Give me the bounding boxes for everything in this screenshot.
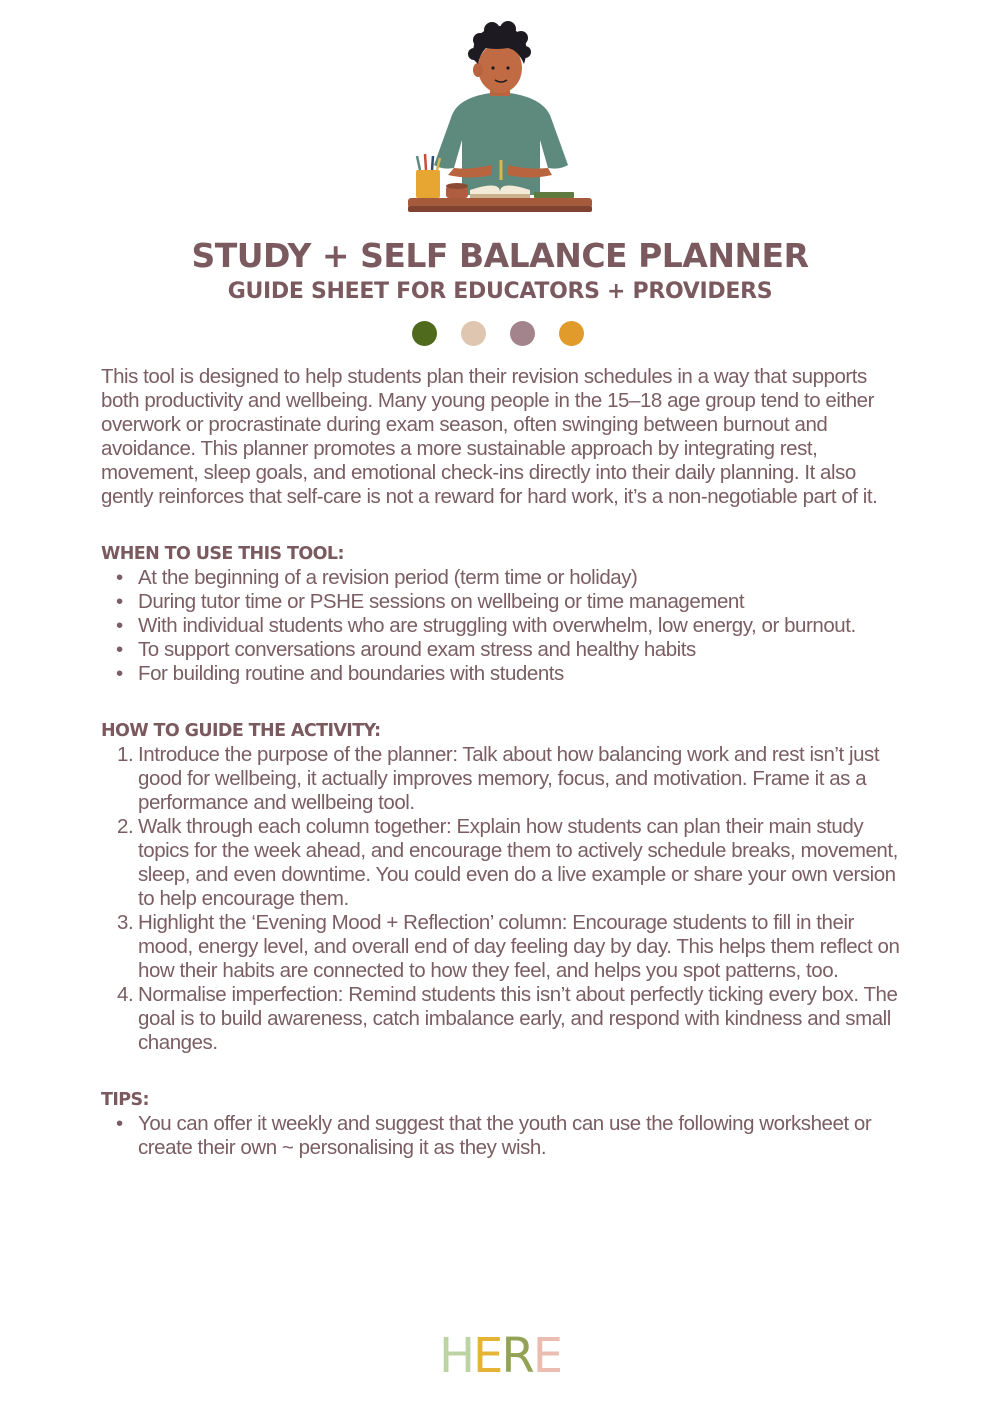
step-item: 2. Walk through each column together: Explain how students can plan their main study topics for the week ahead, and encourage them to actively schedule breaks, movement, sleep, and even downtime. You could even do a live example or share your own version to help encourage them. xyxy=(117,815,898,910)
list-item: • For building routine and boundaries with students xyxy=(116,662,564,685)
list-item: • With individual students who are struggling with overwhelm, low energy, or burnout. xyxy=(116,614,856,637)
student-studying-illustration xyxy=(400,20,600,220)
how-to-guide-heading: HOW TO GUIDE THE ACTIVITY: xyxy=(101,721,381,741)
color-dot-mauve xyxy=(510,321,535,346)
logo-letter: H xyxy=(438,1328,474,1384)
page-title: STUDY + SELF BALANCE PLANNER xyxy=(191,236,809,275)
main-content xyxy=(101,365,901,1193)
step-item: 4. Normalise imperfection: Remind students this isn’t about perfectly ticking every box. The goal is to build awareness, catch imbalance early, and respond with kindness and small changes. xyxy=(117,983,898,1054)
when-to-use-heading: WHEN TO USE THIS TOOL: xyxy=(101,544,344,564)
color-dot-amber xyxy=(559,321,584,346)
tips-heading: TIPS: xyxy=(101,1090,149,1110)
logo-letter: E xyxy=(532,1328,562,1384)
bullet-icon: • xyxy=(116,566,123,589)
bullet-icon: • xyxy=(116,662,123,685)
logo-letter: R xyxy=(501,1328,533,1384)
how-to-guide-steps xyxy=(101,743,901,1055)
tips-list xyxy=(101,1112,901,1160)
step-number: 1. xyxy=(117,743,134,766)
color-dots xyxy=(412,321,584,346)
bullet-icon: • xyxy=(116,590,123,613)
bullet-icon: • xyxy=(116,638,123,661)
page-subtitle: GUIDE SHEET FOR EDUCATORS + PROVIDERS xyxy=(227,279,773,304)
list-item: • During tutor time or PSHE sessions on wellbeing or time management xyxy=(116,590,745,613)
bullet-icon: • xyxy=(116,614,123,637)
step-number: 4. xyxy=(117,983,134,1006)
list-item: • At the beginning of a revision period (term time or holiday) xyxy=(116,566,638,589)
step-item: 1. Introduce the purpose of the planner: Talk about how balancing work and rest isn’t just good for wellbeing, it actually improves memory, focus, and motivation. Frame it as a performance and wellbeing tool. xyxy=(117,743,880,814)
list-item: • You can offer it weekly and suggest that the youth can use the following worksheet or create their own ~ personalising it as they wish. xyxy=(116,1112,872,1159)
color-dot-beige xyxy=(461,321,486,346)
intro-paragraph: This tool is designed to help students plan their revision schedules in a way that supports both productivity and wellbeing. Many young people in the 15–18 age group tend to either overwork or procrastinate during exam season, often swinging between burnout and avoidance. This planner promotes a more sustainable approach by integrating rest, movement, sleep goals, and emotional check-ins directly into their daily planning. It also gently reinforces that self-care is not a reward for hard work, it’s a non-negotiable part of it. xyxy=(101,365,878,508)
here-logo xyxy=(0,1330,1000,1382)
step-item: 3. Highlight the ‘Evening Mood + Reflection’ column: Encourage students to fill in their mood, energy level, and overall end of day feeling day by day. This helps them reflect on how their habits are connected to how they feel, and helps you spot patterns, too. xyxy=(117,911,900,982)
when-to-use-list xyxy=(101,566,901,686)
logo-letter: E xyxy=(473,1328,502,1384)
color-dot-olive xyxy=(412,321,437,346)
step-number: 2. xyxy=(117,815,134,838)
step-number: 3. xyxy=(117,911,134,934)
list-item: • To support conversations around exam stress and healthy habits xyxy=(116,638,696,661)
bullet-icon: • xyxy=(116,1112,123,1135)
